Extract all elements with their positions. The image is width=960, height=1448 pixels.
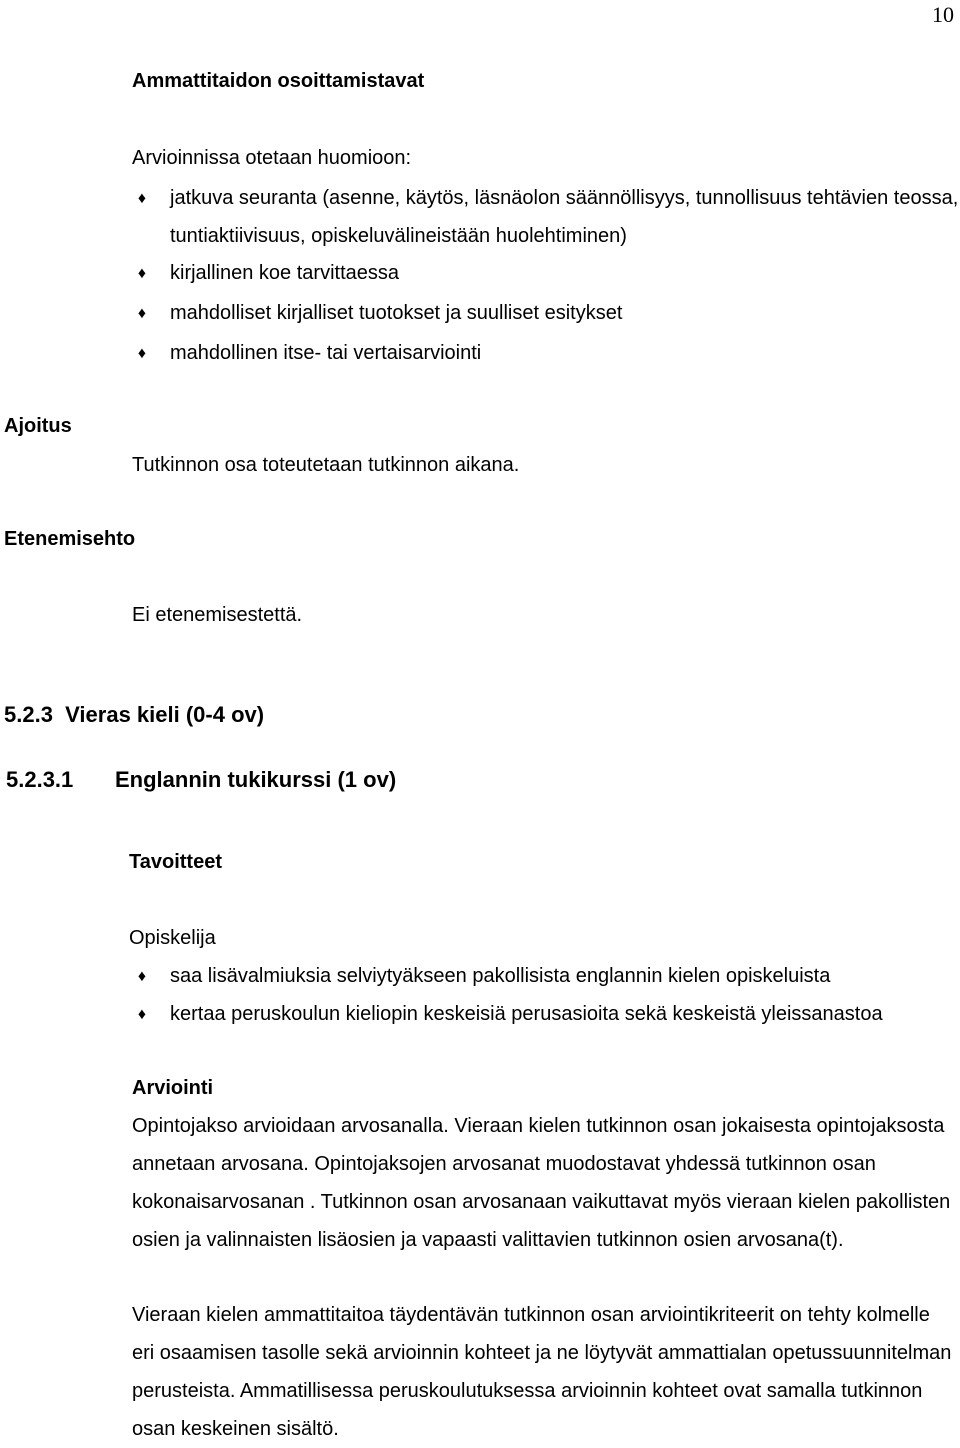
- etenemisehto-text: Ei etenemisestettä.: [132, 604, 303, 626]
- arviointi-heading: Arviointi: [132, 1077, 214, 1099]
- list-item: [135, 342, 481, 372]
- section-intro: Arvioinnissa otetaan huomioon:: [132, 147, 412, 169]
- list-item-text: jatkuva seuranta (asenne, käytös, läsnäolon säännöllisyys, tunnollisuus tehtävien teossa, tuntiaktiivisuus, opiskeluvälineistään huolehtiminen): [170, 187, 959, 247]
- ajoitus-text: Tutkinnon osa toteutetaan tutkinnon aikana.: [132, 454, 520, 476]
- ajoitus-heading: Ajoitus: [4, 415, 72, 437]
- tavoitteet-heading: Tavoitteet: [129, 851, 222, 873]
- chapter-heading: 5.2.3 Vieras kieli (0-4 ov): [4, 702, 265, 727]
- tavoitteet-intro: Opiskelija: [129, 927, 216, 949]
- list-item-text: kirjallinen koe tarvittaessa: [170, 262, 399, 284]
- list-item: [135, 262, 399, 292]
- diamond-bullet-icon: ♦: [137, 1006, 147, 1023]
- subchapter-title: Englannin tukikurssi (1 ov): [115, 767, 397, 792]
- diamond-bullet-icon: ♦: [137, 345, 147, 362]
- diamond-bullet-icon: ♦: [137, 305, 147, 322]
- list-item: [135, 302, 622, 332]
- diamond-bullet-icon: ♦: [137, 968, 147, 985]
- list-item: [135, 187, 960, 255]
- list-item: [135, 965, 830, 995]
- subchapter-number: 5.2.3.1: [6, 767, 74, 792]
- list-item-text: kertaa peruskoulun kieliopin keskeisiä perusasioita sekä keskeistä yleissanastoa: [170, 1003, 883, 1025]
- section-heading-osoittamistavat: Ammattitaidon osoittamistavat: [132, 70, 425, 92]
- diamond-bullet-icon: ♦: [137, 265, 147, 282]
- etenemisehto-heading: Etenemisehto: [4, 528, 136, 550]
- arviointi-paragraph-1: Opintojakso arvioidaan arvosanalla. Vieraan kielen tutkinnon osan jokaisesta opintojaksosta annetaan arvosana. Opintojaksojen arvosanat muodostavat yhdessä tutkinnon osan kokonaisarvosanan . Tutkinnon osan arvosanaan vaikuttavat myös vieraan kielen pakollisten osien ja valinnaisten lisäosien ja vapaasti valittavien tutkinnon osien arvosana(t).: [132, 1115, 951, 1251]
- diamond-bullet-icon: ♦: [137, 190, 147, 207]
- arviointi-paragraph-2: Vieraan kielen ammattitaitoa täydentävän tutkinnon osan arviointikriteerit on tehty kolmelle eri osaamisen tasolle sekä arvioinnin kohteet ja ne löytyvät ammattialan opetussuunnitelman perusteista. Ammatillisessa peruskoulutuksessa arvioinnin kohteet ovat samalla tutkinnon osan keskeinen sisältö.: [132, 1304, 952, 1440]
- list-item-text: saa lisävalmiuksia selviytyäkseen pakollisista englannin kielen opiskeluista: [170, 965, 831, 987]
- list-item-text: mahdollinen itse- tai vertaisarviointi: [170, 342, 482, 364]
- list-item: [135, 1003, 883, 1033]
- page-number: 10: [932, 2, 954, 27]
- list-item-text: mahdolliset kirjalliset tuotokset ja suulliset esitykset: [170, 302, 623, 324]
